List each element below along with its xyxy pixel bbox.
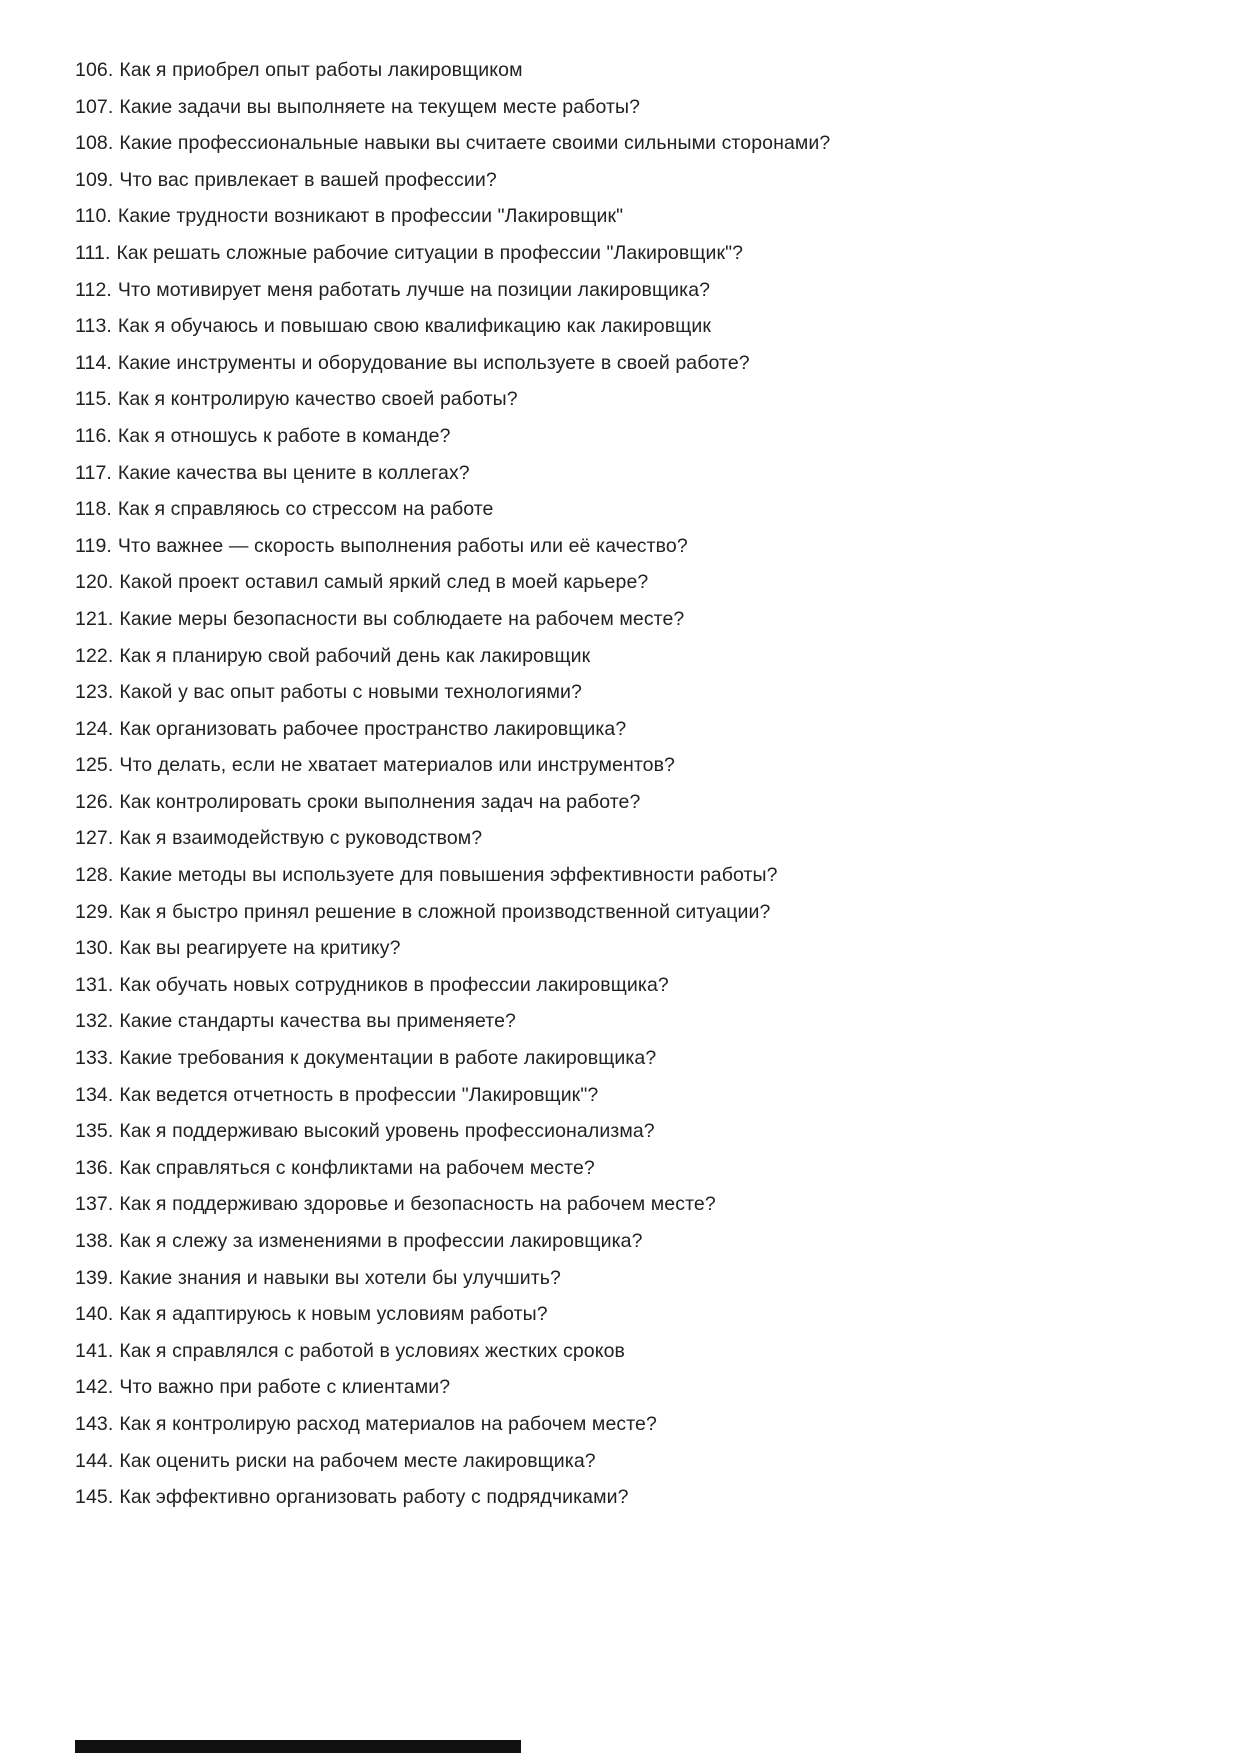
item-text: Какие знания и навыки вы хотели бы улучшить? [119, 1266, 562, 1289]
item-number: 126. [75, 790, 114, 813]
list-item [75, 894, 1199, 931]
item-text: Как я адаптируюсь к новым условиям работы? [119, 1303, 548, 1326]
item-text: Что важно при работе с клиентами? [119, 1376, 451, 1399]
item-number: 122. [75, 644, 114, 667]
list-item [75, 89, 1199, 126]
item-number: 144. [75, 1449, 114, 1472]
list-item [75, 1223, 1199, 1260]
item-text: Какой у вас опыт работы с новыми технологиями? [119, 681, 582, 704]
list-item [75, 345, 1199, 382]
list-item [75, 820, 1199, 857]
item-text: Как я контролирую расход материалов на рабочем месте? [119, 1412, 657, 1435]
item-text: Какие инструменты и оборудование вы используете в своей работе? [117, 351, 750, 374]
item-number: 136. [75, 1156, 114, 1179]
list-item [75, 747, 1199, 784]
item-number: 110. [75, 205, 112, 228]
item-text: Какие стандарты качества вы применяете? [119, 1010, 516, 1033]
item-number: 117. [75, 461, 112, 484]
bottom-cutoff-bar [75, 1740, 521, 1753]
list-item [75, 857, 1199, 894]
item-number: 127. [75, 827, 114, 850]
item-number: 107. [75, 95, 114, 118]
item-number: 111. [75, 241, 111, 264]
item-text: Какие задачи вы выполняете на текущем месте работы? [119, 95, 641, 118]
item-number: 125. [75, 754, 114, 777]
item-number: 141. [75, 1339, 114, 1362]
list-item [75, 1186, 1199, 1223]
list-item [75, 674, 1199, 711]
item-number: 118. [75, 498, 112, 521]
item-text: Какие профессиональные навыки вы считаете своими сильными сторонами? [119, 132, 831, 155]
list-item [75, 528, 1199, 565]
list-item [75, 1003, 1199, 1040]
item-text: Какие трудности возникают в профессии "Лакировщик" [117, 205, 624, 228]
item-text: Как я поддерживаю здоровье и безопасность на рабочем месте? [119, 1193, 716, 1216]
item-number: 143. [75, 1412, 114, 1435]
item-text: Как контролировать сроки выполнения задач на работе? [119, 790, 641, 813]
item-number: 139. [75, 1266, 114, 1289]
item-text: Как организовать рабочее пространство лакировщика? [119, 717, 627, 740]
item-number: 106. [75, 59, 114, 81]
item-number: 142. [75, 1376, 114, 1399]
list-item [75, 1077, 1199, 1114]
item-text: Что важнее — скорость выполнения работы или её качество? [117, 534, 688, 557]
list-item [75, 711, 1199, 748]
item-text: Как я обучаюсь и повышаю свою квалификацию как лакировщик [117, 315, 711, 338]
item-number: 124. [75, 717, 114, 740]
document-page [75, 52, 1199, 1516]
item-number: 116. [75, 424, 112, 447]
list-item [75, 235, 1199, 272]
item-text: Как я приобрел опыт работы лакировщиком [119, 59, 523, 81]
item-number: 129. [75, 900, 114, 923]
question-list [75, 52, 1199, 1516]
item-number: 137. [75, 1193, 114, 1216]
item-number: 120. [75, 571, 114, 594]
item-number: 112. [75, 278, 112, 301]
item-number: 109. [75, 168, 114, 191]
item-text: Какие требования к документации в работе лакировщика? [119, 1047, 657, 1070]
list-item [75, 1260, 1199, 1297]
item-number: 108. [75, 132, 114, 155]
list-item [75, 455, 1199, 492]
item-number: 119. [75, 534, 112, 557]
item-text: Какие методы вы используете для повышения эффективности работы? [119, 864, 778, 887]
list-item [75, 1406, 1199, 1443]
item-number: 145. [75, 1486, 114, 1509]
list-item [75, 1333, 1199, 1370]
list-item [75, 125, 1199, 162]
item-text: Какие меры безопасности вы соблюдаете на рабочем месте? [119, 607, 685, 630]
item-text: Что мотивирует меня работать лучше на позиции лакировщика? [117, 278, 711, 301]
item-number: 121. [75, 607, 114, 630]
item-number: 114. [75, 351, 112, 374]
list-item [75, 1296, 1199, 1333]
item-text: Какой проект оставил самый яркий след в моей карьере? [119, 571, 649, 594]
list-item [75, 784, 1199, 821]
list-item [75, 1443, 1199, 1480]
item-text: Как я взаимодействую с руководством? [119, 827, 483, 850]
item-text: Как я поддерживаю высокий уровень профессионализма? [119, 1120, 655, 1143]
item-text: Как справляться с конфликтами на рабочем месте? [119, 1156, 595, 1179]
list-item [75, 1113, 1199, 1150]
list-item [75, 272, 1199, 309]
list-item [75, 1369, 1199, 1406]
item-text: Как я быстро принял решение в сложной производственной ситуации? [119, 900, 771, 923]
item-text: Как я слежу за изменениями в профессии лакировщика? [119, 1230, 643, 1252]
item-text: Какие качества вы цените в коллегах? [117, 461, 470, 484]
list-item [75, 381, 1199, 418]
item-text: Как обучать новых сотрудников в профессии лакировщика? [119, 973, 669, 996]
item-number: 113. [75, 315, 112, 338]
item-text: Как я контролирую качество своей работы? [117, 388, 518, 411]
item-text: Как решать сложные рабочие ситуации в профессии "Лакировщик"? [116, 241, 744, 264]
item-number: 132. [75, 1010, 114, 1033]
item-number: 131. [75, 973, 114, 996]
item-number: 138. [75, 1230, 114, 1252]
item-number: 123. [75, 681, 114, 704]
item-text: Как вы реагируете на критику? [119, 937, 401, 960]
item-number: 130. [75, 937, 114, 960]
item-text: Что делать, если не хватает материалов или инструментов? [119, 754, 675, 777]
item-number: 128. [75, 864, 114, 887]
item-text: Как я планирую свой рабочий день как лакировщик [119, 644, 591, 667]
list-item [75, 52, 1199, 89]
item-number: 133. [75, 1047, 114, 1070]
list-item [75, 308, 1199, 345]
list-item [75, 930, 1199, 967]
item-text: Как эффективно организовать работу с подрядчиками? [119, 1486, 629, 1509]
item-text: Как ведется отчетность в профессии "Лакировщик"? [119, 1083, 599, 1106]
list-item [75, 1040, 1199, 1077]
item-text: Как оценить риски на рабочем месте лакировщика? [119, 1449, 596, 1472]
item-number: 115. [75, 388, 112, 411]
list-item [75, 967, 1199, 1004]
list-item [75, 198, 1199, 235]
list-item [75, 638, 1199, 675]
list-item [75, 1479, 1199, 1516]
item-text: Как я отношусь к работе в команде? [117, 424, 451, 447]
list-item [75, 162, 1199, 199]
item-text: Как я справляюсь со стрессом на работе [117, 498, 494, 521]
item-text: Как я справлялся с работой в условиях жестких сроков [119, 1339, 625, 1362]
item-text: Что вас привлекает в вашей профессии? [119, 168, 497, 191]
list-item [75, 601, 1199, 638]
list-item [75, 564, 1199, 601]
item-number: 135. [75, 1120, 114, 1143]
item-number: 134. [75, 1083, 114, 1106]
list-item [75, 491, 1199, 528]
list-item [75, 418, 1199, 455]
item-number: 140. [75, 1303, 114, 1326]
list-item [75, 1150, 1199, 1187]
